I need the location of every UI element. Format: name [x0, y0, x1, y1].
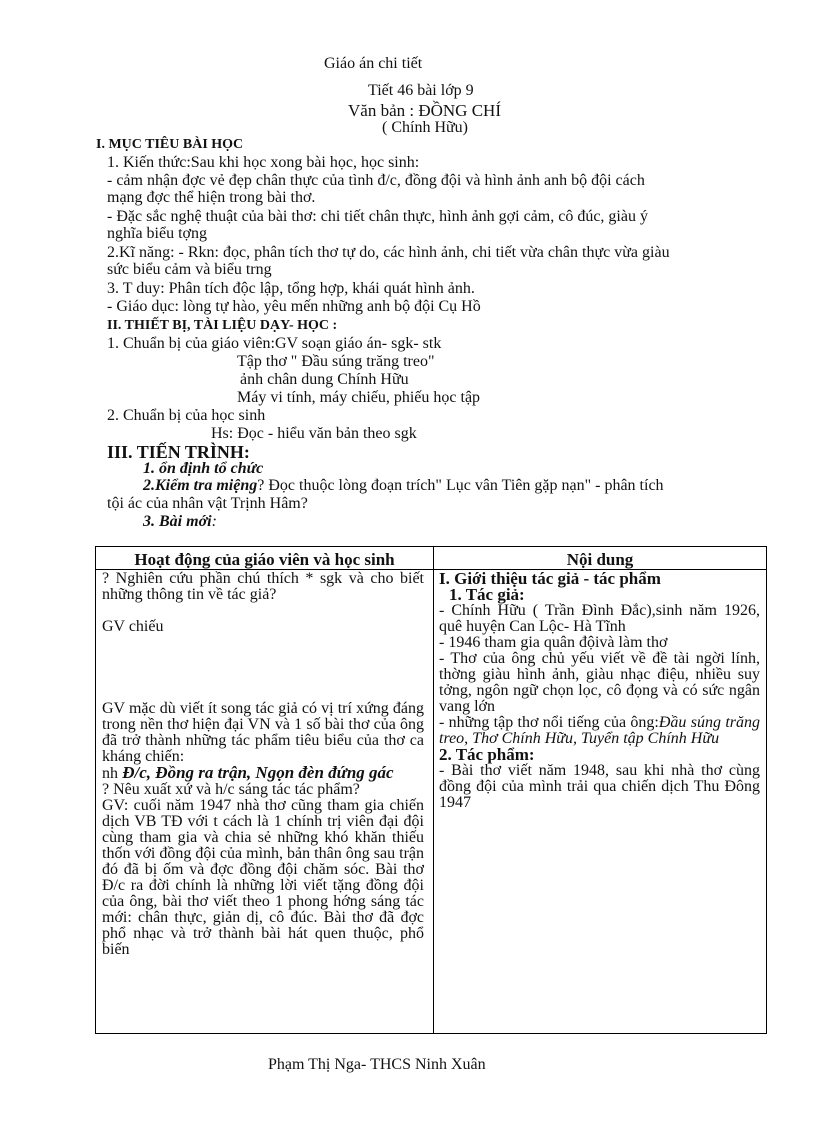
step3-colon: :	[211, 513, 217, 530]
step2-cont: tội ác của nhân vật Trịnh Hâm?	[107, 495, 308, 512]
s1-line: 2.Kĩ năng: - Rkn: đọc, phân tích thơ tự do, các hình ảnh, chi tiết vừa chân thực vừa giàu	[107, 244, 670, 261]
author-position: GV mặc dù viết ít song tác giả có vị trí xứng đáng trong nền thơ hiện đại VN và 1 số bài thơ của ông đã trở thành những tác phẩm tiêu biểu của thơ ca kháng chiến:	[102, 700, 424, 765]
teacher-item: ảnh chân dung Chính Hữu	[240, 371, 409, 388]
s1-line: 3. T duy: Phân tích độc lập, tổng hợp, khái quát hình ảnh.	[107, 280, 475, 297]
right-column	[439, 571, 760, 811]
works-titles: Đ/c, Đồng ra trận, Ngọn đèn đứng gác	[118, 763, 394, 782]
left-column	[102, 571, 424, 958]
column-divider	[433, 547, 434, 1033]
s1-line: sức biểu cảm và biểu trng	[107, 261, 272, 278]
doc-title: Giáo án chi tiết	[324, 55, 423, 72]
author-subheading: 1. Tác giả:	[449, 585, 525, 604]
s1-line: 1. Kiến thức:Sau khi học xong bài học, học sinh:	[107, 154, 420, 171]
work-subheading: 2. Tác phẩm:	[439, 745, 535, 764]
section1-heading: I. MỤC TIÊU BÀI HỌC	[96, 137, 244, 152]
works-prefix: nh	[102, 765, 118, 782]
teacher-prep: 1. Chuẩn bị của giáo viên:GV soạn giáo án- sgk- stk	[107, 335, 442, 352]
author-info: - 1946 tham gia quân độivà làm thơ	[439, 634, 668, 651]
footer-author: Phạm Thị Nga- THCS Ninh Xuân	[268, 1056, 486, 1073]
question-author: ? Nghiên cứu phần chú thích * sgk và cho biết những thông tin về tác giả?	[102, 570, 424, 603]
step2-text: ? Đọc thuộc lòng đoạn trích" Lục vân Tiên gặp nạn" - phân tích	[257, 477, 664, 494]
author-line: ( Chính Hữu)	[382, 119, 468, 136]
step3-label: 3. Bài mới	[143, 513, 212, 530]
works-list: Đầu súng trăng treo, Thơ Chính Hữu, Tuyển tập Chính Hữu	[439, 714, 760, 747]
student-item: Hs: Đọc - hiểu văn bản theo sgk	[211, 425, 417, 442]
author-works	[439, 715, 760, 747]
section2-heading: II. THIẾT BỊ, TÀI LIỆU DẠY- HỌC :	[107, 318, 338, 333]
s1-line: nghĩa biểu tợng	[107, 225, 207, 242]
origin-explanation: GV: cuối năm 1947 nhà thơ cũng tham gia chiến dịch VB TĐ với t cách là 1 chính trị viên đại đội cùng tham gia và chia sẻ những khó khăn thiếu thốn với đồng đội của mình, bản thân ông sau trận đó đã bị ốm và đợc đồng đội chăm sóc. Bài thơ Đ/c ra đời chính là những lời viết tặng đồng đội của ông, bài thơ viết theo 1 phong hớng sáng tác mới: chân thực, giản dị, cô đúc. Bài thơ đã đợc phổ nhạc và trở thành bài hát quen thuộc, phổ biến	[102, 797, 424, 958]
work-info: - Bài thơ viết năm 1948, sau khi nhà thơ cùng đồng đội của mình trải qua chiến dịch Thu Đông 1947	[439, 762, 760, 811]
works-line	[102, 765, 424, 782]
s1-line: - Giáo dục: lòng tự hào, yêu mến những anh bộ đội Cụ Hồ	[107, 298, 481, 315]
section3-heading: III. TIẾN TRÌNH:	[107, 442, 250, 462]
gv-chieu: GV chiếu	[102, 618, 164, 635]
step1: 1. ổn định tổ chức	[143, 460, 264, 477]
step2-label: 2.Kiểm tra miệng	[143, 477, 258, 494]
s1-line: - cảm nhận đợc vẻ đẹp chân thực của tình đ/c, đồng đội và hình ảnh anh bộ đội cách	[107, 172, 645, 189]
step2	[143, 477, 664, 494]
author-info: - Chính Hữu ( Trần Đình Đắc),sinh năm 1926, quê huyện Can Lộc- Hà Tĩnh	[439, 602, 760, 635]
teacher-item: Tập thơ " Đầu súng trăng treo"	[237, 353, 435, 370]
s1-line: mạng đợc thể hiện trong bài thơ.	[107, 189, 316, 206]
step3	[143, 513, 217, 530]
lesson-table	[95, 546, 767, 1034]
col-header-activities: Hoạt động của giáo viên và học sinh	[134, 550, 395, 569]
question-origin: ? Nêu xuất xứ và h/c sáng tác tác phẩm?	[102, 781, 360, 798]
author-info: - Thơ của ông chủ yếu viết về đề tài ngời lính, thờng giàu hình ảnh, giàu nhạc điệu, nhiều suy tởng, ngôn ngữ chọn lọc, cô đọng và có sức ngân vang lớn	[439, 650, 760, 715]
section-intro-heading: I. Giới thiệu tác giả - tác phẩm	[439, 569, 661, 588]
col-header-content: Nội dung	[566, 550, 634, 569]
s1-line: - Đặc sắc nghệ thuật của bài thơ: chi tiết chân thực, hình ảnh gợi cảm, cô đúc, giàu ý	[107, 208, 648, 225]
works-intro: - những tập thơ nổi tiếng của ông:	[439, 714, 659, 731]
text-title: Văn bản : ĐỒNG CHÍ	[348, 101, 501, 120]
student-prep: 2. Chuẩn bị của học sinh	[107, 407, 266, 424]
teacher-item: Máy vi tính, máy chiếu, phiếu học tập	[237, 389, 481, 406]
lesson-number: Tiết 46 bài lớp 9	[368, 82, 474, 99]
